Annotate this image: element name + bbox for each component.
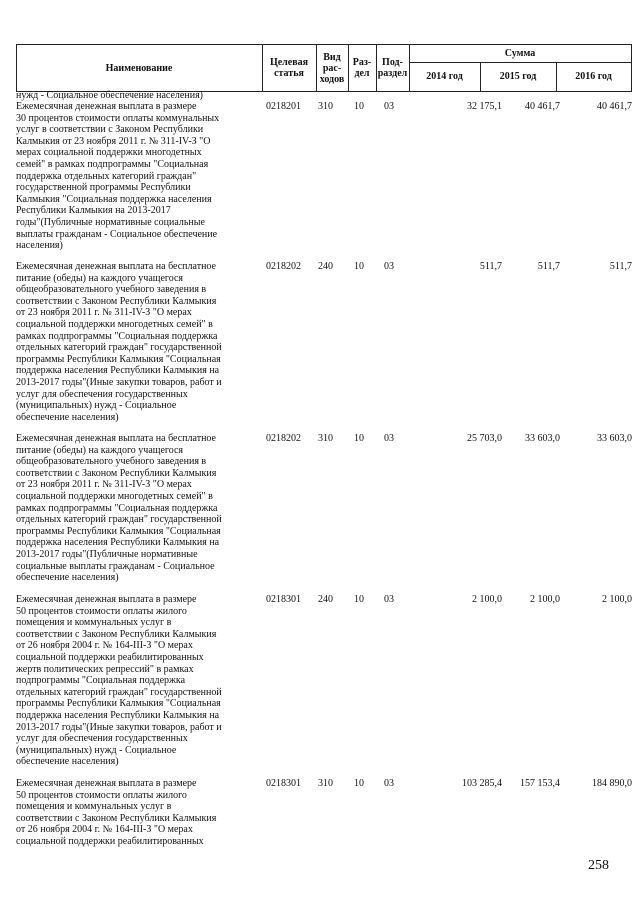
header-name: Наименование xyxy=(105,62,173,74)
row-subsection: 03 xyxy=(384,433,394,444)
row-subsection: 03 xyxy=(384,261,394,272)
row-subsection: 03 xyxy=(384,778,394,789)
row-description: нужд - Социальное обеспечение населения) xyxy=(16,90,203,101)
row-sum-2016: 511,7 xyxy=(609,261,632,272)
row-target-code: 0218301 xyxy=(266,778,301,789)
row-sum-2016: 33 603,0 xyxy=(597,433,632,444)
row-sum-2015: 40 461,7 xyxy=(525,101,560,112)
row-sum-2015: 157 153,4 xyxy=(520,778,560,789)
row-subsection: 03 xyxy=(384,101,394,112)
header-section: Раз- дел xyxy=(352,57,372,79)
row-description: Ежемесячная денежная выплата в размере 50 процентов стоимости оплаты жилого помещения и коммунальных услуг в соответствии с Законом Республики Калмыкия от 26 ноября 2004 г. № 164-III-З "О мерах социальной поддержки реабилитированных жертв политических репрессий" в рамках подпрограммы "Социальная поддержка отдельных категорий граждан" государственной программы Республики Калмыкия "Социальная поддержка населения Республики Калмыкия на 2013-2017 годы"(Иные закупки товаров, работ и услуг для обеспечения государственных (муниципальных) нужд - Социальное обеспечение населения) xyxy=(16,594,222,768)
header-target: Целевая статья xyxy=(269,57,309,79)
row-target-code: 0218202 xyxy=(266,433,301,444)
header-2016: 2016 год xyxy=(575,71,612,82)
row-target-code: 0218201 xyxy=(266,101,301,112)
row-expense-type: 310 xyxy=(318,101,333,112)
row-expense-type: 240 xyxy=(318,261,333,272)
row-description: Ежемесячная денежная выплата в размере 30 процентов стоимости оплаты коммунальных услуг в соответствии с Законом Республики Калмыкия от 23 ноября 2011 г. № 311-IV-З "О мерах социальной поддержки многодетных семей" в рамках подпрограммы "Социальная поддержка отдельных категорий граждан" государственной программы Республики Калмыкия "Социальная поддержка населения Республики Калмыкия на 2013-2017 годы"(Публичные нормативные социальные выплаты гражданам - Социальное обеспечение населения) xyxy=(16,101,220,252)
row-section: 10 xyxy=(354,261,364,272)
row-sum-2016: 2 100,0 xyxy=(602,594,632,605)
row-section: 10 xyxy=(354,594,364,605)
row-subsection: 03 xyxy=(384,594,394,605)
row-sum-2014: 511,7 xyxy=(479,261,502,272)
row-description: Ежемесячная денежная выплата на бесплатное питание (обеды) на каждого учащегося общеобразовательного учебного заведения в соответствии с Законом Республики Калмыкия от 23 ноября 2011 г. № 311-IV-З "О мерах социальной поддержки многодетных семей" в рамках подпрограммы "Социальная поддержка отдельных категорий граждан" государственной программы Республики Калмыкия "Социальная поддержка населения Республики Калмыкия на 2013-2017 годы"(Иные закупки товаров, работ и услуг для обеспечения государственных (муниципальных) нужд - Социальное обеспечение населения) xyxy=(16,261,222,423)
row-sum-2014: 25 703,0 xyxy=(467,433,502,444)
row-sum-2016: 184 890,0 xyxy=(592,778,632,789)
row-description: Ежемесячная денежная выплата в размере 50 процентов стоимости оплаты жилого помещения и коммунальных услуг в соответствии с Законом Республики Калмыкия от 26 ноября 2004 г. № 164-III-З "О мерах социальной поддержки реабилитированных xyxy=(16,778,217,847)
header-sum: Сумма xyxy=(504,48,536,59)
row-target-code: 0218301 xyxy=(266,594,301,605)
row-sum-2014: 32 175,1 xyxy=(467,101,502,112)
row-sum-2015: 33 603,0 xyxy=(525,433,560,444)
row-section: 10 xyxy=(354,101,364,112)
row-expense-type: 310 xyxy=(318,433,333,444)
row-sum-2014: 2 100,0 xyxy=(472,594,502,605)
row-description: Ежемесячная денежная выплата на бесплатное питание (обеды) на каждого учащегося общеобразовательного учебного заведения в соответствии с Законом Республики Калмыкия от 23 ноября 2011 г. № 311-IV-З "О мерах социальной поддержки многодетных семей" в рамках подпрограммы "Социальная поддержка отдельных категорий граждан" государственной программы Республики Калмыкия "Социальная поддержка населения Республики Калмыкия на 2013-2017 годы"(Публичные нормативные социальные выплаты гражданам - Социальное обеспечение населения) xyxy=(16,433,222,584)
row-section: 10 xyxy=(354,433,364,444)
row-sum-2015: 511,7 xyxy=(537,261,560,272)
row-expense-type: 310 xyxy=(318,778,333,789)
row-target-code: 0218202 xyxy=(266,261,301,272)
row-section: 10 xyxy=(354,778,364,789)
row-sum-2015: 2 100,0 xyxy=(530,594,560,605)
page-number: 258 xyxy=(588,858,609,873)
row-sum-2016: 40 461,7 xyxy=(597,101,632,112)
header-2014: 2014 год xyxy=(426,71,463,82)
row-expense-type: 240 xyxy=(318,594,333,605)
header-type: Вид рас- ходов xyxy=(319,51,345,85)
row-sum-2014: 103 285,4 xyxy=(462,778,502,789)
table-header xyxy=(16,44,632,92)
header-2015: 2015 год xyxy=(499,71,537,82)
header-subsection: Под- раздел xyxy=(377,57,408,79)
